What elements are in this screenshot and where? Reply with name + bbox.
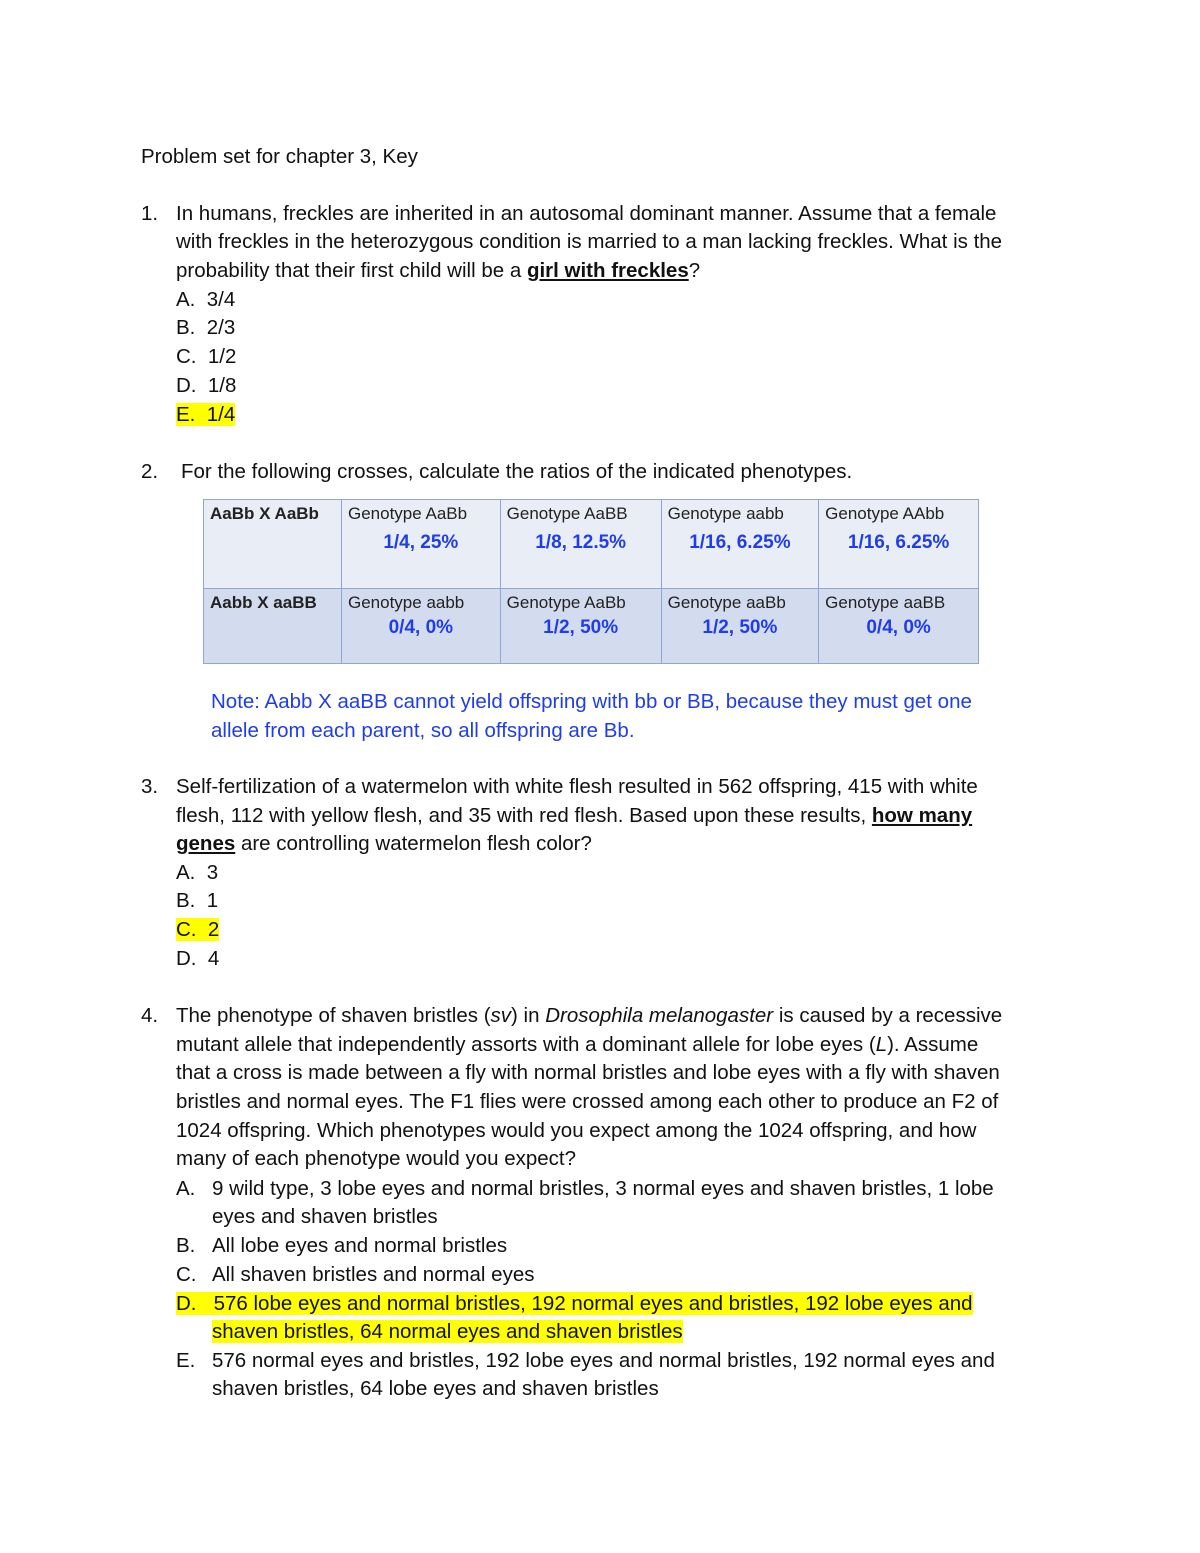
table-cell	[342, 589, 501, 664]
option-text: 576 normal eyes and bristles, 192 lobe eyes and normal bristles, 192 normal eyes and	[212, 1349, 995, 1372]
question-text	[176, 1002, 1002, 1030]
option-text: 1/4	[206, 403, 236, 426]
table-row	[204, 589, 979, 664]
option-letter: D.	[176, 1292, 197, 1315]
option-text: 2	[207, 918, 220, 941]
ratio-value: 1/16, 6.25%	[847, 532, 950, 553]
option-letter: E.	[176, 1349, 196, 1372]
question-text	[176, 257, 700, 285]
genotype-label: Genotype AaBB	[506, 504, 628, 523]
question-text	[176, 1031, 978, 1059]
table-cell	[661, 589, 819, 664]
option-letter: A.	[176, 861, 196, 884]
table-row	[204, 500, 979, 589]
species-name: Drosophila melanogaster	[545, 1004, 774, 1027]
option-text: 2/3	[206, 316, 236, 339]
gene-symbol: L	[875, 1033, 888, 1056]
option-text: 4	[207, 947, 220, 970]
option-d-answer-cont	[212, 1318, 683, 1346]
option-letter: B.	[176, 1234, 196, 1257]
table-cell	[342, 500, 501, 589]
answer-highlight	[176, 1292, 973, 1315]
option-text: 9 wild type, 3 lobe eyes and normal bristles, 3 normal eyes and shaven bristles, 1 lobe	[212, 1177, 994, 1200]
question-text: bristles and normal eyes. The F1 flies were crossed among each other to produce an F2 of	[176, 1090, 999, 1113]
ratio-value: 1/4, 25%	[383, 532, 459, 553]
question-number: 3.	[141, 775, 159, 798]
question-text-segment: is caused by a recessive	[773, 1004, 1003, 1027]
option-text: 1/2	[207, 345, 237, 368]
question-number: 1.	[141, 202, 159, 225]
option-a	[176, 859, 218, 887]
ratio-value: 1/16, 6.25%	[689, 532, 791, 553]
option-d-answer	[176, 1290, 973, 1318]
question-text: 1024 offspring. Which phenotypes would you expect among the 1024 offspring, and how	[176, 1119, 977, 1142]
answer-highlight	[176, 918, 219, 941]
option-letter: C.	[176, 918, 197, 941]
option-letter: B.	[176, 316, 196, 339]
option-text: shaven bristles, 64 lobe eyes and shaven bristles	[212, 1377, 659, 1400]
ratio-value: 0/4, 0%	[866, 617, 931, 638]
underlined-emphasis: how many	[871, 804, 973, 827]
ratio-value: 1/8, 12.5%	[535, 532, 627, 553]
question-text	[176, 830, 592, 858]
option-text: All lobe eyes and normal bristles	[212, 1234, 508, 1257]
question-number: 4.	[141, 1004, 159, 1027]
question-text-segment: flesh, 112 with yellow flesh, and 35 with red flesh. Based upon these results,	[176, 804, 872, 827]
question-text: In humans, freckles are inherited in an autosomal dominant manner. Assume that a female	[176, 202, 997, 225]
genotype-table	[203, 499, 979, 664]
cross-label: AaBb X AaBb	[204, 500, 342, 589]
answer-highlight: shaven bristles, 64 normal eyes and shaven bristles	[212, 1320, 683, 1343]
question-number: 2.	[141, 460, 159, 483]
option-text: 576 lobe eyes and normal bristles, 192 normal eyes and bristles, 192 lobe eyes and	[213, 1292, 973, 1315]
genotype-label: Genotype aaBb	[667, 593, 786, 612]
option-b	[176, 314, 235, 342]
option-text: All shaven bristles and normal eyes	[212, 1263, 535, 1286]
genotype-label: Genotype aabb	[667, 504, 784, 523]
note-text: allele from each parent, so all offspring are Bb.	[211, 719, 635, 742]
question-text	[176, 802, 972, 830]
option-d	[176, 372, 236, 400]
option-text: 1/8	[207, 374, 237, 397]
option-letter: C.	[176, 345, 197, 368]
option-c-answer	[176, 916, 219, 944]
genotype-label: Genotype AaBb	[348, 504, 468, 523]
question-text-segment: mutant allele that independently assorts with a dominant allele for lobe eyes (	[176, 1033, 876, 1056]
question-text: Self-fertilization of a watermelon with white flesh resulted in 562 offspring, 415 with white	[176, 775, 978, 798]
option-letter: C.	[176, 1263, 197, 1286]
option-text: eyes and shaven bristles	[212, 1205, 438, 1228]
question-text-segment: ). Assume	[887, 1033, 979, 1056]
ratio-value: 1/2, 50%	[702, 617, 778, 638]
genotype-label: Genotype aabb	[348, 593, 465, 612]
question-text-segment: ?	[688, 259, 701, 282]
option-e-answer	[176, 401, 235, 429]
underlined-emphasis: genes	[176, 832, 236, 855]
ratio-value: 1/2, 50%	[543, 617, 619, 638]
table-cell	[819, 589, 979, 664]
option-text: 3	[206, 861, 219, 884]
question-text: that a cross is made between a fly with normal bristles and lobe eyes with a fly with shaven	[176, 1061, 1000, 1084]
option-letter: A.	[176, 288, 196, 311]
option-a	[176, 286, 235, 314]
genotype-label: Genotype aaBB	[825, 593, 946, 612]
question-text-segment: ) in	[511, 1004, 546, 1027]
option-c	[176, 343, 236, 371]
question-text-segment: are controlling watermelon flesh color?	[235, 832, 592, 855]
option-letter: D.	[176, 374, 197, 397]
option-letter: A.	[176, 1177, 196, 1200]
question-text: For the following crosses, calculate the ratios of the indicated phenotypes.	[181, 460, 853, 483]
question-text: with freckles in the heterozygous condition is married to a man lacking freckles. What is the	[176, 230, 1003, 253]
option-letter: E.	[176, 403, 196, 426]
note-text: Note: Aabb X aaBB cannot yield offspring with bb or BB, because they must get one	[211, 690, 972, 713]
page-title: Problem set for chapter 3, Key	[141, 145, 418, 168]
ratio-value: 0/4, 0%	[388, 617, 454, 638]
answer-highlight	[176, 403, 235, 426]
question-text-segment: probability that their first child will be a	[176, 259, 527, 282]
option-text: 3/4	[206, 288, 236, 311]
table-cell	[500, 589, 661, 664]
table-cell	[661, 500, 819, 589]
table-cell	[819, 500, 979, 589]
option-letter: D.	[176, 947, 197, 970]
gene-symbol: sv	[490, 1004, 512, 1027]
table-cell	[500, 500, 661, 589]
question-text-segment: The phenotype of shaven bristles (	[176, 1004, 491, 1027]
underlined-emphasis: girl with freckles	[526, 259, 689, 282]
option-letter: B.	[176, 889, 196, 912]
option-text: 1	[206, 889, 219, 912]
cross-label: Aabb X aaBB	[204, 589, 342, 664]
genotype-label: Genotype AaBb	[506, 593, 626, 612]
option-b	[176, 887, 218, 915]
option-d	[176, 945, 219, 973]
genotype-label: Genotype AAbb	[825, 504, 945, 523]
question-text: many of each phenotype would you expect?	[176, 1147, 577, 1170]
